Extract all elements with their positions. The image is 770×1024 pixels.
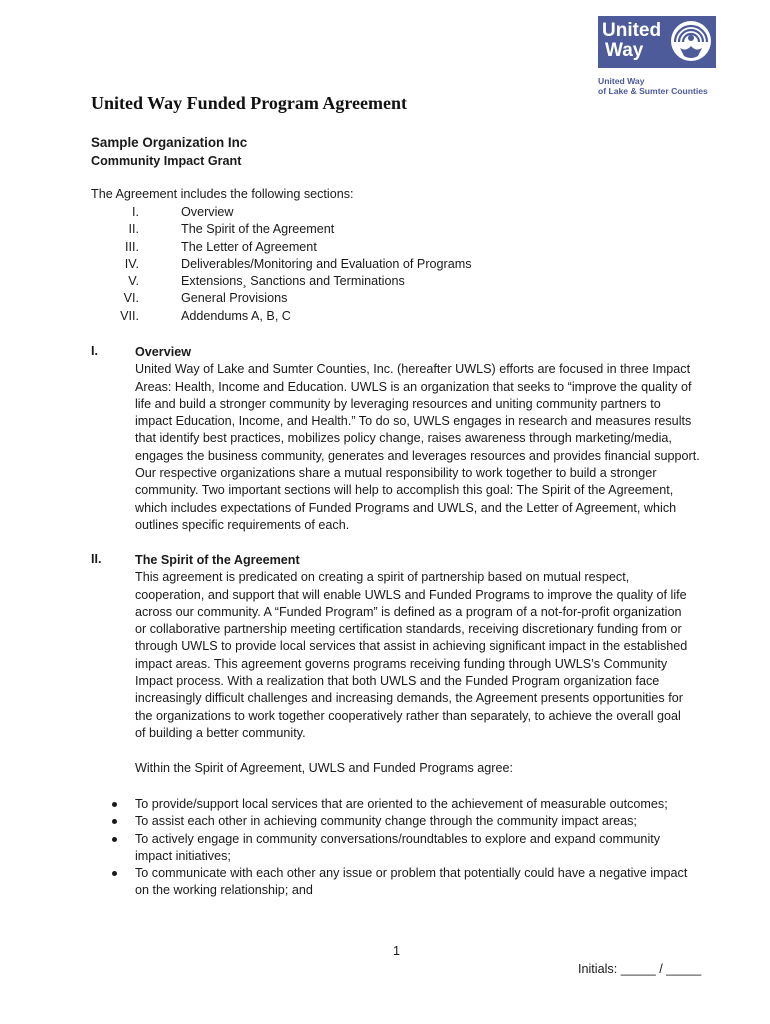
list-item-line: on the working relationship; and <box>135 883 313 898</box>
agreement-bullet-list <box>110 796 720 900</box>
paragraph-line: Our respective organizations share a mutual responsibility to work together to build a stronger <box>135 466 657 481</box>
paragraph-line: Areas: Health, Income and Education. UWLS is an organization that seeks to “improve the quality of <box>135 379 692 394</box>
toc-row <box>91 240 571 257</box>
list-item-line: impact initiatives; <box>135 848 231 863</box>
section-spirit-of-agreement <box>91 552 711 777</box>
toc-number: VII. <box>120 308 139 323</box>
list-item <box>110 831 720 866</box>
toc-number: IV. <box>124 256 139 271</box>
toc-number: II. <box>128 222 139 237</box>
paragraph-line: the organizations to work together cooperatively rather than separately, to achieve the overall goal <box>135 708 681 723</box>
logo-subtitle-line2: of Lake & Sumter Counties <box>598 86 708 96</box>
toc-intro: The Agreement includes the following sections: <box>91 187 354 201</box>
bullet-icon <box>112 837 117 842</box>
toc-label: General Provisions <box>181 291 288 306</box>
page-number: 1 <box>393 944 401 958</box>
paragraph-line: community. Two important sections will help to accomplish this goal: The Spirit of the Agreement, <box>135 483 674 498</box>
toc-label: The Spirit of the Agreement <box>181 222 335 237</box>
bullet-icon <box>112 819 117 824</box>
paragraph-line: increasingly difficult challenges and increasing demands, the Agreement presents opportunities for <box>135 691 683 706</box>
paragraph-line: cooperation, and support that will enable UWLS and Funded Programs to improve the quality of life <box>135 587 687 602</box>
united-way-logo <box>598 16 716 96</box>
toc-row <box>91 257 571 274</box>
list-item <box>110 813 720 830</box>
paragraph-line: or collaborative partnership meeting certification standards, receiving discretionary funding from or <box>135 622 682 637</box>
paragraph-line: life and build a stronger community by leveraging resources and uniting community partners to <box>135 396 661 411</box>
section-body <box>135 552 710 777</box>
toc-row <box>91 205 571 222</box>
list-item-line: To provide/support local services that are oriented to the achievement of measurable outcomes; <box>135 797 668 811</box>
paragraph-line <box>135 742 710 759</box>
section-number: I. <box>91 344 98 358</box>
paragraph-line: impact areas. This agreement governs programs receiving funding through UWLS’s Community <box>135 656 668 671</box>
logo-subtitle <box>598 76 716 96</box>
document-title: United Way Funded Program Agreement <box>91 93 407 113</box>
logo-line2: Way <box>605 40 644 61</box>
toc-label: Deliverables/Monitoring and Evaluation of Programs <box>181 256 472 271</box>
toc-number: III. <box>125 239 139 254</box>
toc-label: Addendums A, B, C <box>181 308 291 323</box>
list-item-line: To actively engage in community conversations/roundtables to explore and expand community <box>135 831 661 846</box>
section-heading: The Spirit of the Agreement <box>135 553 300 567</box>
logo-wordmark <box>598 16 666 68</box>
paragraph-line: across our community. A “Funded Program” is defined as a program of a not-for-profit organization <box>135 604 682 619</box>
paragraph-line: This agreement is predicated on creating a spirit of partnership based on mutual respect, <box>135 570 630 585</box>
section-body <box>135 344 710 534</box>
toc-label: The Letter of Agreement <box>181 239 317 254</box>
bullet-icon <box>112 871 117 876</box>
logo-subtitle-line1: United Way <box>598 76 645 86</box>
organization-name: Sample Organization Inc <box>91 135 248 150</box>
paragraph-line: outlines specific requirements of each. <box>135 517 350 532</box>
grant-name: Community Impact Grant <box>91 154 242 168</box>
paragraph-line: that identify best practices, mobilizes policy change, raises awareness through marketing/media, <box>135 431 672 446</box>
initials-field: Initials: _____ / _____ <box>578 962 702 976</box>
paragraph-line: which includes expectations of Funded Programs and UWLS, and the Letter of Agreement, which <box>135 500 677 515</box>
toc-label: Extensions¸ Sanctions and Terminations <box>181 274 405 289</box>
paragraph-line: engages the business community, generates and leverages resources and provides financial support. <box>135 448 700 463</box>
toc-number: VI. <box>123 291 139 306</box>
paragraph-line: impact Education, Income, and Health.” To do so, UWLS engages in research and measures results <box>135 414 692 429</box>
table-of-contents <box>91 205 571 326</box>
section-overview <box>91 344 711 534</box>
paragraph-line: Impact process. With a realization that both UWLS and the Funded Program organization face <box>135 674 660 689</box>
bullet-icon <box>112 802 117 807</box>
logo-line1: United <box>602 20 662 41</box>
toc-row <box>91 222 571 239</box>
toc-row <box>91 274 571 291</box>
toc-number: I. <box>132 205 139 219</box>
paragraph-line: of building a better community. <box>135 725 306 740</box>
list-item-line: To assist each other in achieving community change through the community impact areas; <box>135 814 637 829</box>
list-item-line: To communicate with each other any issue or problem that potentially could have a negative impact <box>135 866 688 881</box>
paragraph-line: United Way of Lake and Sumter Counties, Inc. (hereafter UWLS) efforts are focused in three Impact <box>135 362 691 377</box>
toc-label: Overview <box>181 205 234 219</box>
followup-line: Within the Spirit of Agreement, UWLS and Funded Programs agree: <box>135 760 513 775</box>
toc-row <box>91 291 571 308</box>
section-number: II. <box>91 552 102 566</box>
logo-badge <box>598 16 716 68</box>
hand-rainbow-icon <box>666 16 716 68</box>
toc-row <box>91 309 571 326</box>
list-item <box>110 796 720 813</box>
list-item <box>110 865 720 900</box>
paragraph-line: through UWLS to provide local services that assist in achieving significant impact in the established <box>135 639 688 654</box>
section-heading: Overview <box>135 345 192 359</box>
toc-number: V. <box>128 274 139 289</box>
